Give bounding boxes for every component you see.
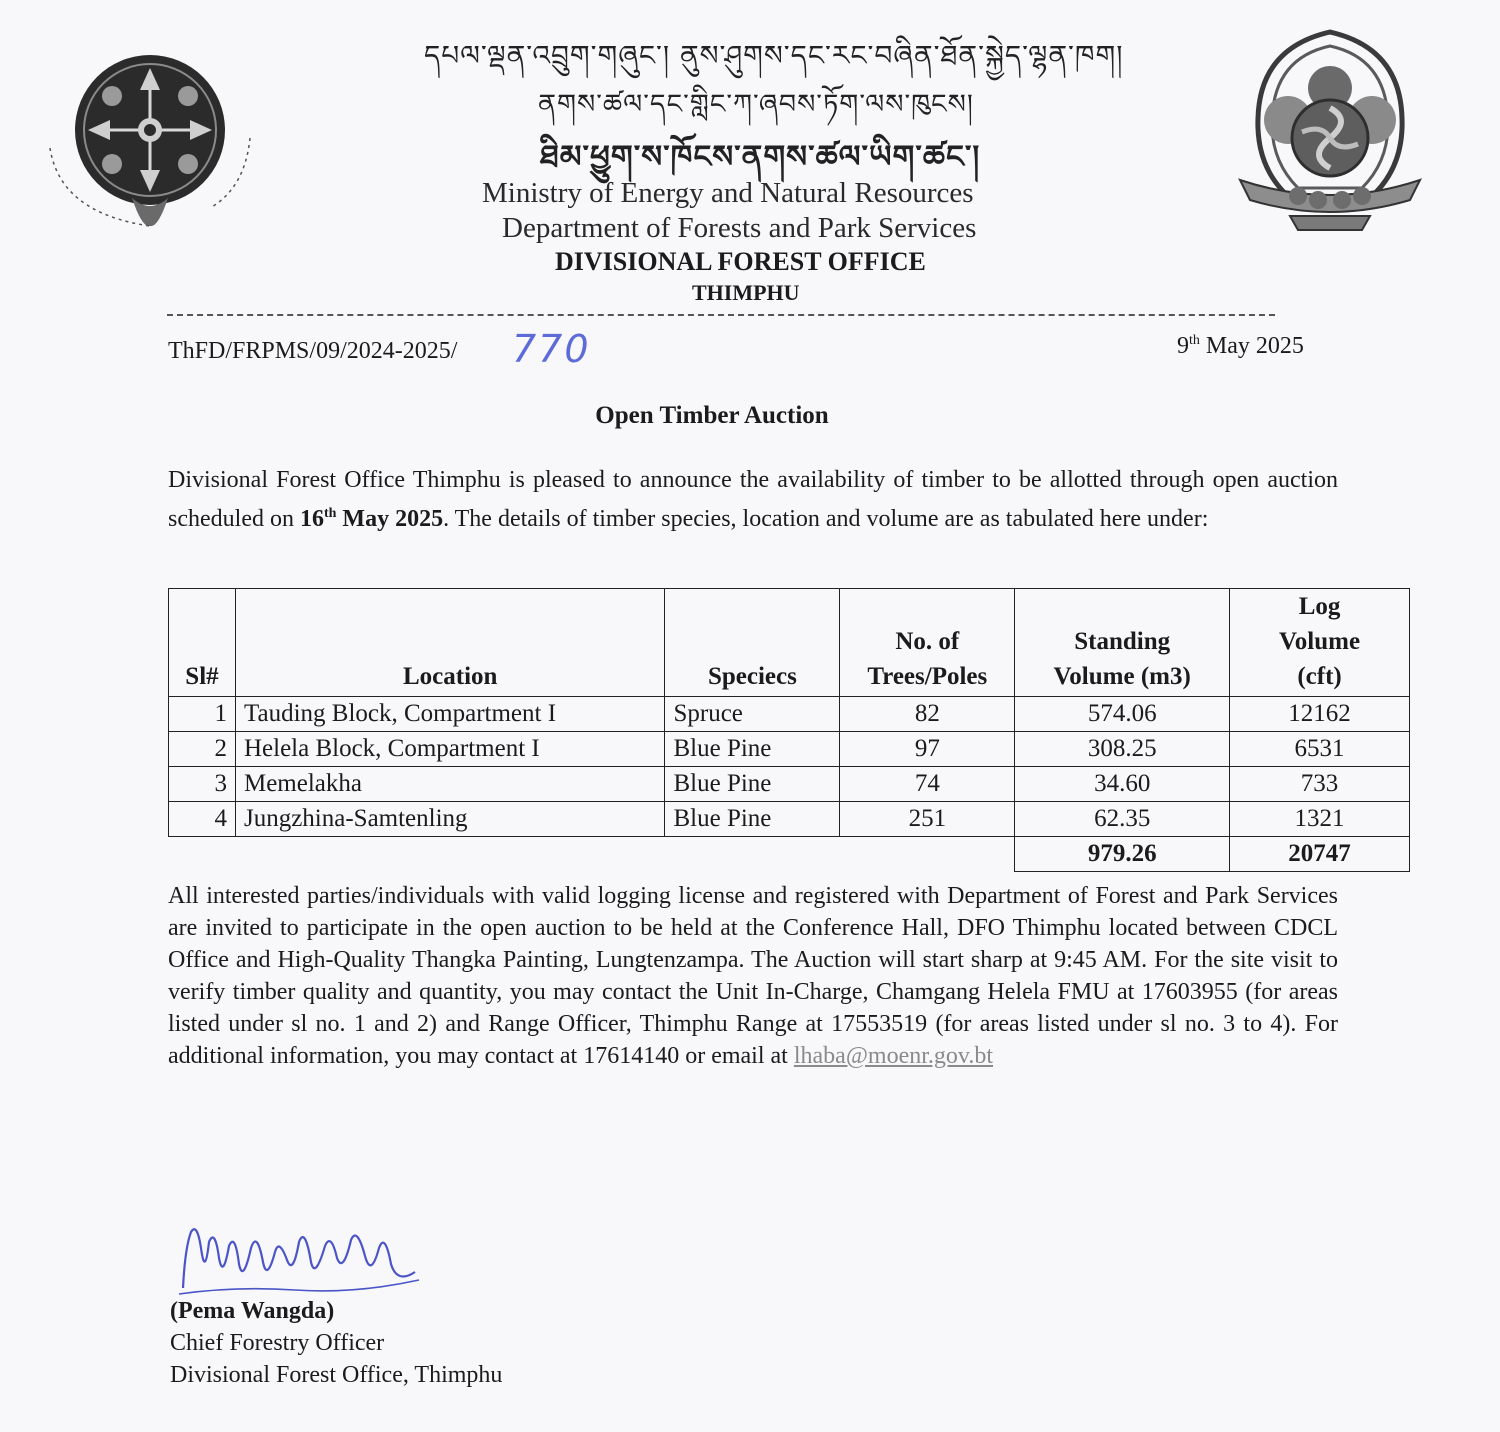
- table-row: [169, 697, 1410, 732]
- cell-trees: 74: [840, 767, 1015, 802]
- ministry-name: Ministry of Energy and Natural Resources: [482, 177, 974, 209]
- invitation-paragraph: All interested parties/individuals with valid logging license and registered with Department of Forest and Park Services are invited to participate in the open auction to be held at the Conference Hall, DFO Thimphu located between CDCL Office and High-Quality Thangka Painting, Lungtenzampa. The Auction will start sharp at 9:45 AM. For the site visit to verify timber quality and quantity, you may contact the Unit In-Charge, Chamgang Helela FMU at 17603955 (for areas listed under sl no. 1 and 2) and Range Officer, Thimphu Range at 17553519 (for areas listed under sl no. 3 to 4). For additional information, you may contact at 17614140 or email at lhaba@moenr.gov.bt: [168, 883, 1338, 1069]
- intro-paragraph: Divisional Forest Office Thimphu is pleased to announce the availability of timber to be allotted through open auction scheduled on 16th May 2025. The details of timber species, location and volume are as tabulated here under:: [168, 467, 1338, 532]
- cell-standing: 62.35: [1015, 802, 1230, 837]
- handwritten-signature: [175, 1218, 425, 1300]
- dzongkha-header-line-2: ནགས་ཚལ་དང་གླིང་ཀ་ཞབས་ཏོག་ལས་ཁུངས།: [538, 89, 974, 120]
- cell-location: Memelakha: [235, 767, 665, 802]
- table-total-row: [169, 837, 1410, 872]
- total-log-volume: 20747: [1230, 837, 1410, 872]
- cell-log: 12162: [1230, 697, 1410, 732]
- reference-number: ThFD/FRPMS/09/2024-2025/: [168, 338, 458, 364]
- cell-trees: 251: [840, 802, 1015, 837]
- cell-trees: 97: [840, 732, 1015, 767]
- royal-emblem-logo: [40, 38, 260, 238]
- timber-auction-table: [168, 588, 1410, 872]
- header-location: Location: [235, 589, 665, 697]
- contact-email-link[interactable]: lhaba@moenr.gov.bt: [793, 1043, 994, 1069]
- cell-log: 6531: [1230, 732, 1410, 767]
- total-standing-volume: 979.26: [1015, 837, 1230, 872]
- cell-sl: 2: [169, 732, 236, 767]
- cell-sl: 1: [169, 697, 236, 732]
- handwritten-reference-number: 770: [512, 327, 591, 371]
- cell-location: Helela Block, Compartment I: [235, 732, 665, 767]
- cell-location: Jungzhina-Samtenling: [235, 802, 665, 837]
- header-trees: No. of Trees/Poles: [840, 589, 1015, 697]
- cell-species: Blue Pine: [665, 802, 840, 837]
- department-name: Department of Forests and Park Services: [502, 212, 977, 244]
- cell-standing: 574.06: [1015, 697, 1230, 732]
- dzongkha-header-line-1: དཔལ་ལྡན་འབྲུག་གཞུང་། ནུས་ཤུགས་དང་རང་བཞིན་ཐོན་སྐྱེད་ལྷན་ཁག།: [424, 39, 1124, 72]
- office-name: DIVISIONAL FOREST OFFICE: [555, 247, 926, 276]
- cell-species: Blue Pine: [665, 732, 840, 767]
- cell-standing: 34.60: [1015, 767, 1230, 802]
- header-log-volume: Log Volume (cft): [1230, 589, 1410, 697]
- cell-trees: 82: [840, 697, 1015, 732]
- signatory-designation: Chief Forestry Officer: [170, 1330, 385, 1356]
- letter-date: 9th May 2025: [1177, 333, 1304, 359]
- header-sl: Sl#: [169, 589, 236, 697]
- header-standing-volume: Standing Volume (m3): [1015, 589, 1230, 697]
- cell-species: Blue Pine: [665, 767, 840, 802]
- cell-log: 1321: [1230, 802, 1410, 837]
- cell-sl: 4: [169, 802, 236, 837]
- cell-sl: 3: [169, 767, 236, 802]
- cell-species: Spruce: [665, 697, 840, 732]
- cell-location: Tauding Block, Compartment I: [235, 697, 665, 732]
- table-row: [169, 732, 1410, 767]
- table-row: [169, 767, 1410, 802]
- cell-standing: 308.25: [1015, 732, 1230, 767]
- dzongkha-header-line-3: ཐིམ་ཕྱུག་ས་ཁོངས་ནགས་ཚལ་ཡིག་ཚང་།: [540, 139, 981, 175]
- notice-title: Open Timber Auction: [595, 402, 829, 429]
- header-species: Speciecs: [665, 589, 840, 697]
- cell-log: 733: [1230, 767, 1410, 802]
- signatory-office: Divisional Forest Office, Thimphu: [170, 1362, 503, 1388]
- header-divider: [167, 314, 1275, 316]
- table-row: [169, 802, 1410, 837]
- office-city: THIMPHU: [692, 280, 800, 305]
- signatory-name: (Pema Wangda): [170, 1298, 335, 1324]
- department-seal-logo: [1230, 28, 1430, 238]
